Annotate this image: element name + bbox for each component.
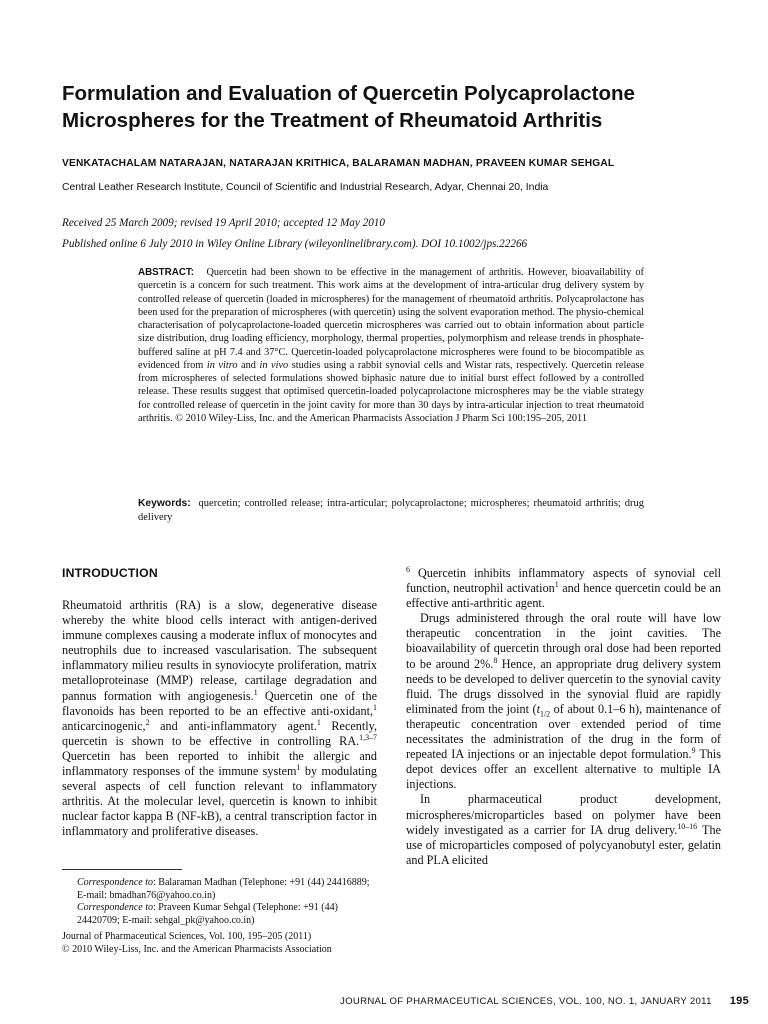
correspondence-label: Correspondence to bbox=[77, 877, 154, 888]
half-life-symbol: t bbox=[536, 701, 540, 716]
body-text: and anti-inflammatory agent. bbox=[160, 718, 317, 733]
abstract-in-vitro: in vitro bbox=[206, 359, 238, 371]
body-text: In pharmaceutical product development, microspheres/microparticles based on polymer have been widely investigated as a carrier for IA drug delivery. bbox=[406, 792, 721, 837]
abstract-in-vivo: in vivo bbox=[259, 359, 289, 371]
footnote-divider bbox=[62, 869, 182, 870]
half-life-subscript: 1/2 bbox=[540, 709, 551, 719]
abstract bbox=[138, 266, 644, 425]
correspondence-2 bbox=[62, 902, 380, 927]
received-dates: Received 25 March 2009; revised 19 April 2010; accepted 12 May 2010 bbox=[62, 217, 385, 229]
correspondence-text: : Balaraman Madhan (Telephone: +91 (44) 24416889; E-mail: bmadhan76@yahoo.co.in) bbox=[77, 877, 370, 901]
page-number: 195 bbox=[729, 995, 749, 1007]
abstract-text-1: Quercetin had been shown to be effective in the management of arthritis. However, bioavailability of quercetin is a concern for such treatment. This work aims at the development of intra-articular drug delivery system by controlled release of quercetin (loaded in microspheres) for the management of rheumatoid arthritis. Polycaprolactone has been used for the preparation of microspheres (with quercetin) using the solvent evaporation method. The physio-chemical characterisation of polycaprolactone-loaded quercetin microspheres was carried out to obtain information about particle size distribution, drug loading efficiency, morphology, thermal properties, polymorphism and release trends in phosphate-buffered saline at pH 7.4 and 37°C. Quercetin-loaded polycaprolactone microspheres were found to be biocompatible as evidenced from bbox=[138, 267, 644, 371]
body-text: anticarcinogenic, bbox=[62, 718, 146, 733]
abstract-label: ABSTRACT: bbox=[138, 267, 195, 278]
correspondence-text: : Praveen Kumar Sehgal (Telephone: +91 (44) 24420709; E-mail: sehgal_pk@yahoo.co.in) bbox=[77, 902, 338, 926]
citation-ref: 1 bbox=[316, 717, 321, 727]
citation-ref: 9 bbox=[691, 746, 696, 756]
footer-journal: JOURNAL OF PHARMACEUTICAL SCIENCES, VOL. 100, NO. 1, JANUARY 2011 bbox=[340, 996, 712, 1007]
intro-paragraph-1-cont bbox=[406, 566, 721, 611]
citation-ref: 6 bbox=[406, 564, 410, 574]
body-text: Rheumatoid arthritis (RA) is a slow, degenerative disease whereby the white blood cells interact with antigen-derived immune complexes causing a moderate influx of monocytes and neutrophils due to increased vascularisation. The subsequent inflammatory milieu results in synoviocyte proliferation, matrix metalloproteinase (MMP) release, cartilage degradation and pannus formation with angiogenesis. bbox=[62, 598, 377, 703]
body-text: Quercetin has been reported to inhibit the allergic and inflammatory responses of the immune system bbox=[62, 748, 377, 779]
body-text: and hence quercetin could be an effective anti-arthritic agent. bbox=[406, 581, 722, 611]
affiliation: Central Leather Research Institute, Council of Scientific and Industrial Research, Adyar, Chennai 20, India bbox=[62, 182, 549, 193]
publication-info: Published online 6 July 2010 in Wiley Online Library (wileyonlinelibrary.com). DOI 10.1002/jps.22266 bbox=[62, 238, 528, 250]
citation-ref: 1,3–7 bbox=[359, 732, 377, 742]
introduction-heading: INTRODUCTION bbox=[62, 566, 158, 580]
author-list: VENKATACHALAM NATARAJAN, NATARAJAN KRITHICA, BALARAMAN MADHAN, PRAVEEN KUMAR SEHGAL bbox=[62, 158, 615, 169]
journal-citation: Journal of Pharmaceutical Sciences, Vol. 100, 195–205 (2011) bbox=[62, 931, 312, 943]
citation-ref: 10–16 bbox=[677, 821, 698, 831]
body-text: Recently, quercetin is shown to be effective in controlling RA. bbox=[62, 718, 377, 748]
footnotes bbox=[62, 877, 380, 957]
body-text: Quercetin inhibits inflammatory aspects of synovial cell function, neutrophil activation bbox=[406, 566, 721, 596]
intro-paragraph-1 bbox=[62, 598, 377, 840]
keywords-text: quercetin; controlled release; intra-articular; polycaprolactone; microspheres; rheumatoid arthritis; drug delivery bbox=[138, 498, 645, 523]
intro-paragraph-3 bbox=[406, 792, 721, 867]
citation-ref: 8 bbox=[493, 655, 498, 665]
abstract-text-2: studies using a rabbit synovial cells and Wistar rats, respectively. Quercetin release from microspheres of selected formulations showed biphasic nature due to initial burst effect followed by a controlled release. These results suggest that optimised quercetin-loaded polycaprolactone microspheres may be the viable strategy for controlled release of quercetin in the joint cavity for more than 30 days by intra-articular injection to treat rheumatoid arthritis. © 2010 Wiley-Liss, Inc. and the American Pharmacists Association J Pharm Sci 100:195–205, 2011 bbox=[138, 359, 645, 424]
abstract-and: and bbox=[241, 359, 256, 371]
body-text: Quercetin one of the flavonoids has been reported to be an effective anti-oxidant, bbox=[62, 688, 377, 718]
correspondence-label: Correspondence to bbox=[77, 902, 154, 914]
keywords-label: Keywords: bbox=[138, 498, 191, 509]
citation-ref: 2 bbox=[145, 717, 150, 727]
citation-ref: 1 bbox=[554, 580, 559, 590]
intro-paragraph-2 bbox=[406, 611, 721, 792]
citation-ref: 1 bbox=[296, 762, 301, 772]
citation-ref: 1 bbox=[253, 687, 258, 697]
body-text: of about 0.1–6 h), maintenance of therapeutic concentration over extended period of time necessitates the administration of the drug in the form of repeated IA injections or an injectable depot formulation. bbox=[406, 701, 721, 762]
body-text: The use of microparticles composed of polycyanobutyl ester, gelatin and PLA elicited bbox=[406, 822, 721, 867]
body-text: Hence, an appropriate drug delivery system needs to be developed to deliver quercetin to the synovial cavity fluid. The drugs dissolved in the synovial fluid are rapidly eliminated from the joint ( bbox=[406, 656, 721, 716]
correspondence-1 bbox=[62, 877, 380, 902]
body-column-left bbox=[62, 598, 377, 840]
body-text: This depot devices offer an excellent alternative to multiple IA injections. bbox=[406, 747, 721, 792]
body-text: by modulating several aspects of cell function relevant to inflammatory arthritis. At the molecular level, quercetin is known to inhibit nuclear factor kappa B (NF-kB), a central transcription factor in inflammatory and proliferative diseases. bbox=[62, 764, 378, 839]
body-column-right bbox=[406, 566, 721, 868]
body-text: Drugs administered through the oral route will have low therapeutic concentration in the joint cavities. The bioavailability of quercetin through oral dose had been reported to be around 2%. bbox=[406, 611, 721, 671]
keywords bbox=[138, 497, 644, 524]
running-footer bbox=[340, 995, 749, 1007]
copyright-notice: © 2010 Wiley-Liss, Inc. and the American Pharmacists Association bbox=[62, 943, 332, 955]
article-title: Formulation and Evaluation of Quercetin Polycaprolactone Microspheres for the Treatment of Rheumatoid Arthritis bbox=[62, 82, 635, 132]
citation-ref: 1 bbox=[373, 702, 377, 712]
